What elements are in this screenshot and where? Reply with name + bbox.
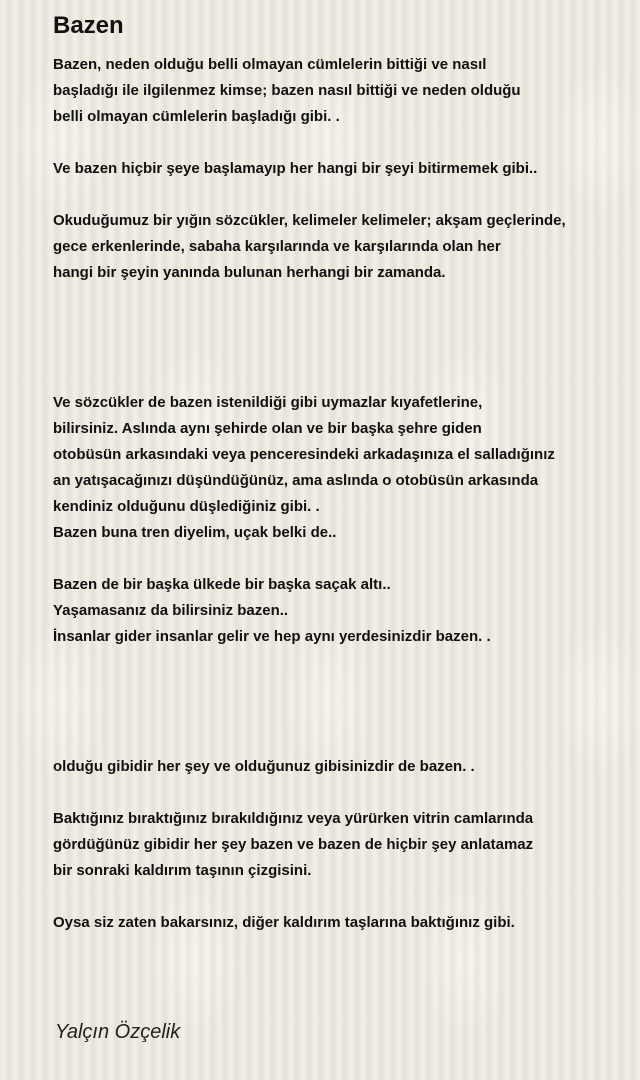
stanza-8 xyxy=(53,910,633,936)
poem-line: Okuduğumuz bir yığın sözcükler, kelimeler kelimeler; akşam geçlerinde, xyxy=(53,212,566,229)
poem-line: kendiniz olduğunu düşlediğiniz gibi. . xyxy=(53,498,320,515)
stanza-4 xyxy=(53,390,633,546)
stanza-5 xyxy=(53,572,633,650)
stanza-gap xyxy=(53,546,633,572)
stanza-gap xyxy=(53,182,633,208)
poem-line: bir sonraki kaldırım taşının çizgisini. xyxy=(53,862,312,879)
stanza-6 xyxy=(53,754,633,780)
stanza-1 xyxy=(53,52,633,130)
poem-line: başladığı ile ilgilenmez kimse; bazen nasıl bittiği ve neden olduğu xyxy=(53,82,521,99)
poem-line: Baktığınız bıraktığınız bırakıldığınız veya yürürken vitrin camlarında xyxy=(53,810,534,827)
stanza-gap xyxy=(53,884,633,910)
stanza-gap xyxy=(53,650,633,754)
poem-line: Yaşamasanız da bilirsiniz bazen.. xyxy=(53,602,289,619)
poem-line: Oysa siz zaten bakarsınız, diğer kaldırım taşlarına baktığınız gibi. xyxy=(53,914,515,931)
poem-line: İnsanlar gider insanlar gelir ve hep aynı yerdesinizdir bazen. . xyxy=(53,628,491,645)
poem-line: Bazen, neden olduğu belli olmayan cümlelerin bittiği ve nasıl xyxy=(53,56,487,73)
poem-line: bilirsiniz. Aslında aynı şehirde olan ve bir başka şehre giden xyxy=(53,420,482,437)
stanza-2 xyxy=(53,156,633,182)
stanza-7 xyxy=(53,806,633,884)
stanza-3 xyxy=(53,208,633,286)
poem-line: Bazen de bir başka ülkede bir başka saçak altı.. xyxy=(53,576,391,593)
poem-line: hangi bir şeyin yanında bulunan herhangi bir zamanda. xyxy=(53,264,446,281)
poem-line: Bazen buna tren diyelim, uçak belki de.. xyxy=(53,524,337,541)
poem-line: gece erkenlerinde, sabaha karşılarında ve karşılarında olan her xyxy=(53,238,501,255)
stanza-gap xyxy=(53,130,633,156)
poem-title: Bazen xyxy=(53,12,124,39)
stanza-gap xyxy=(53,780,633,806)
poem-author: Yalçın Özçelik xyxy=(55,1021,181,1043)
poem-body xyxy=(53,52,633,936)
poem-line: belli olmayan cümlelerin başladığı gibi. . xyxy=(53,108,340,125)
poem-line: gördüğünüz gibidir her şey bazen ve bazen de hiçbir şey anlatamaz xyxy=(53,836,534,853)
poem-line: Ve sözcükler de bazen istenildiği gibi uymazlar kıyafetlerine, xyxy=(53,394,483,411)
stanza-gap xyxy=(53,286,633,390)
poem-line: olduğu gibidir her şey ve olduğunuz gibisinizdir de bazen. . xyxy=(53,758,475,775)
poem-line: Ve bazen hiçbir şeye başlamayıp her hangi bir şeyi bitirmemek gibi.. xyxy=(53,160,538,177)
poem-line: otobüsün arkasındaki veya penceresindeki arkadaşınıza el salladığınız xyxy=(53,446,555,463)
poem-line: an yatışacağınızı düşündüğünüz, ama aslında o otobüsün arkasında xyxy=(53,472,539,489)
